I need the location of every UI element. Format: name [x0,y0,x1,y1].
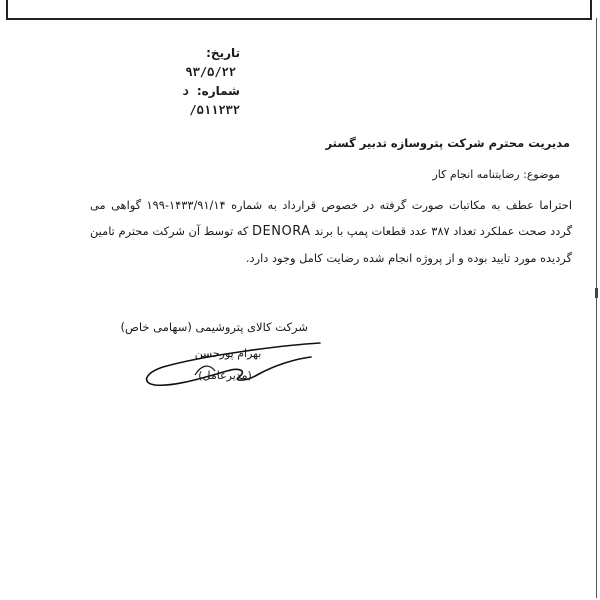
recipient-line: مدیریت محترم شرکت پتروسازه تدبیر گستر [325,136,570,150]
page-edge-line [596,18,597,598]
body-text-part2: که توسط آن شرکت محترم تامین گردیده مورد تایید بوده و از پروژه انجام شده رضایت کامل وجود دارد. [90,224,572,265]
number-label: شماره: [196,84,240,98]
signer-name: بهرام پورحسن [194,347,262,360]
date-line [150,44,240,82]
body-text-part1: احتراما عطف به مکاتبات صورت گرفته در خصوص قرارداد به شماره ۱۴۳۳/۹۱/۱۴-۱۹۹ گواهی می گردد صحت عملکرد تعداد ۳۸۷ عدد قطعات پمپ با برند [90,198,573,238]
top-frame-border [6,0,592,20]
company-name: شرکت کالای پتروشیمی (سهامی خاص) [120,320,308,334]
signer-title: (مدیرعامل) [198,369,252,382]
date-value: ۹۳/۵/۲۲ [185,65,236,79]
subject-label: موضوع: [523,168,560,181]
letter-body [90,192,572,271]
brand-name: DENORA [252,224,311,239]
date-label: تاریخ: [206,46,240,60]
subject-value: رضایتنامه انجام کار [432,168,520,181]
handwritten-signature [135,335,325,395]
page-edge-mark [595,288,598,298]
letter-header [150,44,240,120]
subject-line [200,168,560,181]
number-line [150,82,240,120]
number-value: د ۵۱۱۲۳۲/ [181,84,240,117]
